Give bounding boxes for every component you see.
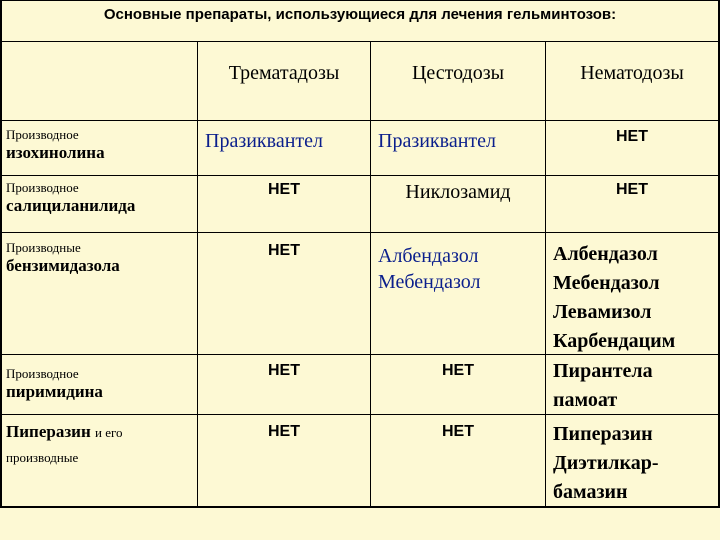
cell-cest-4: НЕТ — [442, 362, 474, 379]
cell-nemat-4 — [553, 357, 653, 415]
cell-cest-3 — [378, 243, 480, 295]
header-cestodes: Цестодозы — [411, 62, 505, 84]
row-rule-1 — [0, 175, 720, 176]
cell-cest-1: Празиквантел — [378, 130, 496, 152]
cell-line: Мебендазол — [553, 272, 660, 294]
cell-line: Левамизол — [553, 301, 652, 323]
col-rule-3 — [545, 41, 546, 508]
cell-line: Албендазол — [553, 243, 658, 265]
row-label-small: Производные — [6, 240, 81, 255]
row-label-big: пиримидина — [6, 382, 103, 401]
cell-trem-4: НЕТ — [268, 362, 300, 379]
row-rule-2 — [0, 232, 720, 233]
cell-trem-3: НЕТ — [268, 242, 300, 259]
header-rule — [0, 120, 720, 121]
title-rule — [0, 41, 720, 42]
header-nematodes: Нематодозы — [580, 62, 684, 84]
cell-line: Мебендазол — [378, 271, 481, 293]
cell-line: бамазин — [553, 481, 628, 503]
row-label-big-text: Пиперазин — [6, 422, 91, 441]
row-label-small: Производное — [6, 180, 79, 195]
cell-nemat-1: НЕТ — [616, 128, 648, 145]
row-label-benzimidazole — [6, 240, 120, 276]
cell-line: памоат — [553, 389, 618, 411]
cell-line: Пирантела — [553, 360, 653, 382]
table-border-left — [0, 0, 2, 508]
cell-line: Пиперазин — [553, 423, 653, 445]
row-label-small: Производное — [6, 366, 79, 381]
row-label-small: производные — [6, 450, 79, 465]
cell-trem-1: Празиквантел — [205, 130, 323, 152]
cell-nemat-3 — [553, 240, 675, 356]
table-border-top — [0, 0, 720, 1]
row-label-piperazine — [6, 422, 122, 466]
header-trematodes: Трематадозы — [228, 62, 340, 84]
cell-trem-2: НЕТ — [268, 181, 300, 198]
cell-trem-5: НЕТ — [268, 423, 300, 440]
cell-nemat-5 — [553, 420, 659, 507]
row-label-salicylanilide — [6, 180, 135, 216]
row-label-big — [6, 422, 122, 441]
cell-line: Диэтилкар- — [553, 452, 659, 474]
cell-cest-2: Никлозамид — [405, 181, 511, 203]
row-label-isoquinoline — [6, 127, 105, 163]
cell-nemat-2: НЕТ — [616, 181, 648, 198]
cell-line: Карбендацим — [553, 330, 676, 352]
cell-line: Албендазол — [378, 245, 479, 267]
cell-cest-5: НЕТ — [442, 423, 474, 440]
row-label-pyrimidine — [6, 366, 103, 402]
row-label-inline-small: и его — [94, 425, 123, 440]
page-title: Основные препараты, использующиеся для лечения гельминтозов: — [103, 6, 617, 23]
row-label-small: Производное — [6, 127, 79, 142]
row-label-big: бензимидазола — [6, 256, 120, 275]
row-label-big: салициланилида — [6, 196, 136, 215]
row-label-big: изохинолина — [6, 143, 105, 162]
